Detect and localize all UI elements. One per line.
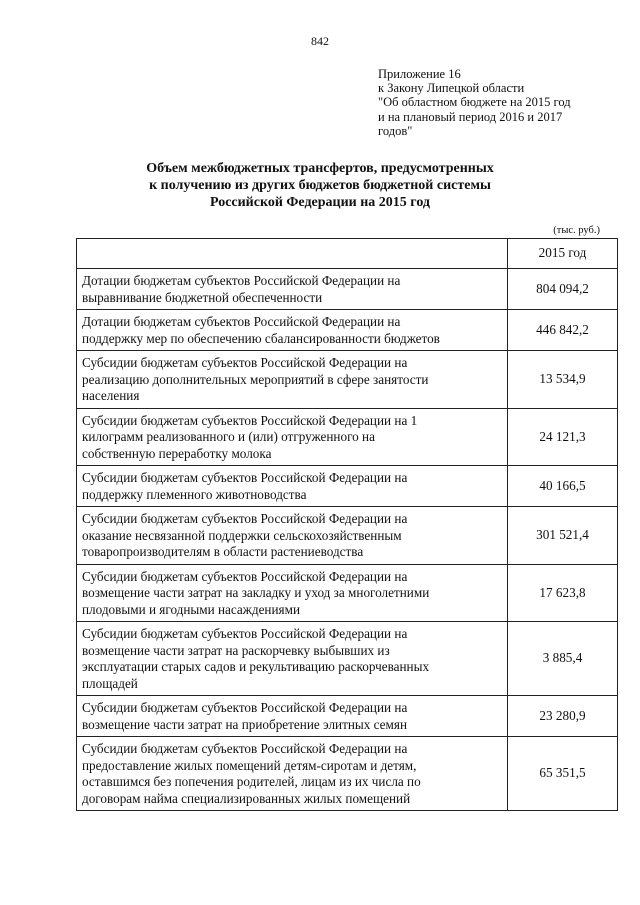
row-name-line: Дотации бюджетам субъектов Российской Федерации на <box>82 314 401 329</box>
row-name-line: возмещение части затрат на приобретение элитных семян <box>82 716 408 732</box>
row-value-cell: 65 351,5 <box>508 737 618 811</box>
appendix-line: Приложение 16 <box>378 67 461 81</box>
row-name-line: Субсидии бюджетам субъектов Российской Федерации на <box>82 511 408 526</box>
title-line: к получению из других бюджетов бюджетной системы <box>149 178 491 193</box>
appendix-line: "Об областном бюджете на 2015 год <box>378 95 571 110</box>
row-name-line: оставшимся без попечения родителей, лицам из их числа по <box>82 774 421 789</box>
row-name-cell <box>77 269 508 310</box>
row-name-line: Субсидии бюджетам субъектов Российской Федерации на <box>82 626 408 641</box>
row-name-line: товаропроизводителям в области растениеводства <box>82 544 364 559</box>
row-name-cell <box>77 466 508 507</box>
appendix-line: к Закону Липецкой области <box>378 81 525 96</box>
row-name-line: населения <box>82 388 140 403</box>
table-header-row <box>77 239 618 269</box>
table-row <box>77 507 618 565</box>
row-name-cell <box>77 737 508 811</box>
row-name-line: Дотации бюджетам субъектов Российской Федерации на <box>82 273 401 288</box>
row-name-line: поддержку мер по обеспечению сбалансированности бюджетов <box>82 330 440 346</box>
row-name-line: плодовыми и ягодными насаждениями <box>82 601 301 617</box>
row-name-line: поддержку племенного животноводства <box>82 486 307 502</box>
title-line: Объем межбюджетных трансфертов, предусмотренных <box>146 161 494 176</box>
header-year-cell: 2015 год <box>508 239 618 269</box>
row-value-cell: 13 534,9 <box>508 351 618 409</box>
row-name-cell <box>77 696 508 737</box>
row-name-line: Субсидии бюджетам субъектов Российской Федерации на <box>82 355 408 370</box>
units-label: (тыс. руб.) <box>553 225 600 236</box>
row-name-cell <box>77 564 508 622</box>
table-row <box>77 269 618 310</box>
row-value-cell: 301 521,4 <box>508 507 618 565</box>
row-name-line: договорам найма специализированных жилых помещений <box>82 790 411 806</box>
row-value-cell: 24 121,3 <box>508 408 618 466</box>
row-name-line: эксплуатации старых садов и рекультивацию раскорчеванных <box>82 659 430 674</box>
row-name-cell <box>77 622 508 696</box>
row-name-cell <box>77 310 508 351</box>
transfers-table <box>76 238 618 811</box>
row-name-line: Субсидии бюджетам субъектов Российской Федерации на <box>82 741 408 756</box>
row-value-cell: 3 885,4 <box>508 622 618 696</box>
row-name-line: Субсидии бюджетам субъектов Российской Федерации на <box>82 700 408 715</box>
row-name-cell <box>77 408 508 466</box>
table-row <box>77 564 618 622</box>
row-name-line: собственную переработку молока <box>82 445 272 461</box>
row-value-cell: 40 166,5 <box>508 466 618 507</box>
row-value-cell: 804 094,2 <box>508 269 618 310</box>
appendix-reference <box>378 67 571 138</box>
row-name-line: Субсидии бюджетам субъектов Российской Федерации на 1 <box>82 412 418 428</box>
appendix-line: и на плановый период 2016 и 2017 <box>378 109 563 124</box>
row-value-cell: 17 623,8 <box>508 564 618 622</box>
table-row <box>77 310 618 351</box>
table-row <box>77 351 618 409</box>
table-row <box>77 737 618 811</box>
row-value-cell: 446 842,2 <box>508 310 618 351</box>
row-name-line: возмещение части затрат на раскорчевку выбывших из <box>82 642 390 658</box>
row-name-line: килограмм реализованного и (или) отгруженного на <box>82 429 375 444</box>
table-row <box>77 408 618 466</box>
row-name-line: площадей <box>82 675 138 691</box>
row-name-line: оказание несвязанной поддержки сельскохозяйственным <box>82 527 402 543</box>
row-name-line: Субсидии бюджетам субъектов Российской Федерации на <box>82 568 408 584</box>
row-name-line: реализацию дополнительных мероприятий в сфере занятости <box>82 371 429 387</box>
row-name-line: предоставление жилых помещений детям-сиротам и детям, <box>82 757 417 773</box>
table-row <box>77 696 618 737</box>
appendix-line: годов" <box>378 123 413 138</box>
row-name-line: Субсидии бюджетам субъектов Российской Федерации на <box>82 470 408 485</box>
table-row <box>77 466 618 507</box>
table-row <box>77 622 618 696</box>
row-name-cell <box>77 507 508 565</box>
row-name-cell <box>77 351 508 409</box>
page-number: 842 <box>311 34 329 48</box>
document-title <box>0 160 640 211</box>
row-value-cell: 23 280,9 <box>508 696 618 737</box>
title-line: Российской Федерации на 2015 год <box>209 195 430 210</box>
row-name-line: возмещение части затрат на закладку и уход за многолетними <box>82 585 430 600</box>
row-name-line: выравнивание бюджетной обеспеченности <box>82 289 323 305</box>
header-name-cell <box>77 239 508 269</box>
